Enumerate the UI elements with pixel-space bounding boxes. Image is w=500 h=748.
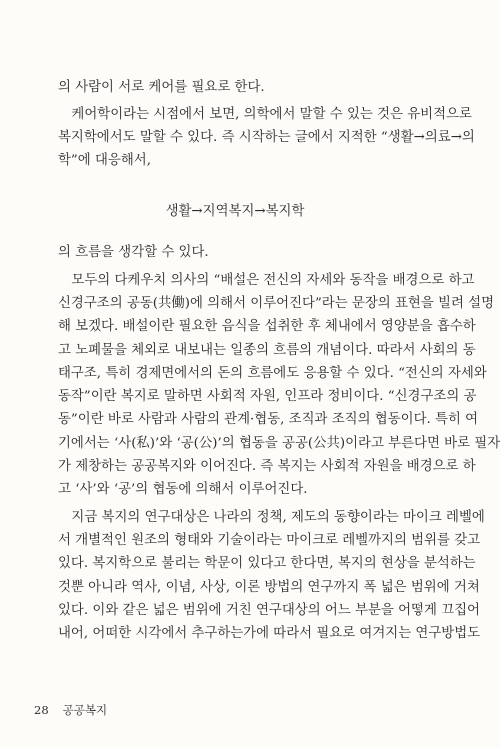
text-line: 것뿐 아니라 역사, 이념, 사상, 이론 방법의 연구까지 폭 넓은 범위에 거쳐 bbox=[58, 580, 480, 595]
text-line: 의 흐름을 생각할 수 있다. bbox=[58, 245, 209, 260]
text-line: 학”에 대응해서, bbox=[58, 153, 151, 168]
text-line: 고 ‘사’와 ‘공’의 협동에 의해서 이루어진다. bbox=[58, 482, 308, 497]
text-line: 고 노폐물을 체외로 내보내는 일종의 흐름의 개념이다. 따라서 사회의 동 bbox=[58, 343, 476, 358]
text-line: 의 사람이 서로 케어를 필요로 한다. bbox=[58, 80, 265, 95]
text-line: 있다. 복지학으로 불리는 학문이 있다고 한다면, 복지의 현상을 분석하는 bbox=[58, 556, 476, 571]
page-footer bbox=[34, 703, 107, 717]
text-line: 해 보겠다. 배설이란 필요한 음식을 섭취한 후 체내에서 영양분을 흡수하 bbox=[58, 319, 476, 334]
text-line: 서 개별적인 원조의 형태와 기술이라는 마이크로 레벨까지의 범위를 갖고 bbox=[58, 533, 481, 548]
page-number: 28 bbox=[34, 703, 49, 717]
centered-formula: 생활→지역복지→복지학 bbox=[165, 204, 305, 219]
text-line: 있다. 이와 같은 넓은 범위에 거친 연구대상의 어느 부분을 어떻게 끄집어 bbox=[58, 603, 480, 618]
text-line: 태구조, 특히 경제면에서의 돈의 흐름에도 응용할 수 있다. “전신의 자세와 bbox=[58, 366, 487, 381]
running-title: 공공복지 bbox=[62, 703, 108, 717]
text-line: 케어학이라는 시점에서 보면, 의학에서 말할 수 있는 것은 유비적으로 bbox=[58, 107, 472, 122]
text-line: 기에서는 ‘사(私)’와 ‘공(公)’의 협동을 공공(公共)이라고 부른다면 바로 필자 bbox=[58, 436, 500, 451]
text-line: 신경구조의 공동(共働)에 의해서 이루어진다”라는 문장의 표현을 빌려 설명 bbox=[58, 296, 495, 311]
text-line: 가 제창하는 공공복지와 이어진다. 즉 복지는 사회적 자원을 배경으로 하 bbox=[58, 459, 476, 474]
text-line: 복지학에서도 말할 수 있다. 즉 시작하는 글에서 지적한 “생활→의료→의 bbox=[58, 130, 475, 145]
text-line: 지금 복지의 연구대상은 나라의 정책, 제도의 동향이라는 마이크 레벨에 bbox=[58, 510, 485, 525]
text-line: 내어, 어떠한 시각에서 추구하는가에 따라서 필요로 여겨지는 연구방법도 bbox=[58, 626, 481, 641]
text-line: 동작”이란 복지로 말하면 사회적 자원, 인프라 정비이다. “신경구조의 공 bbox=[58, 389, 477, 404]
text-line: 동”이란 바로 사람과 사람의 관계·협동, 조직과 조직의 협동이다. 특히 여 bbox=[58, 412, 479, 427]
text-line: 모두의 다케우치 의사의 “배설은 전신의 자세와 동작을 배경으로 하고 bbox=[58, 273, 475, 288]
